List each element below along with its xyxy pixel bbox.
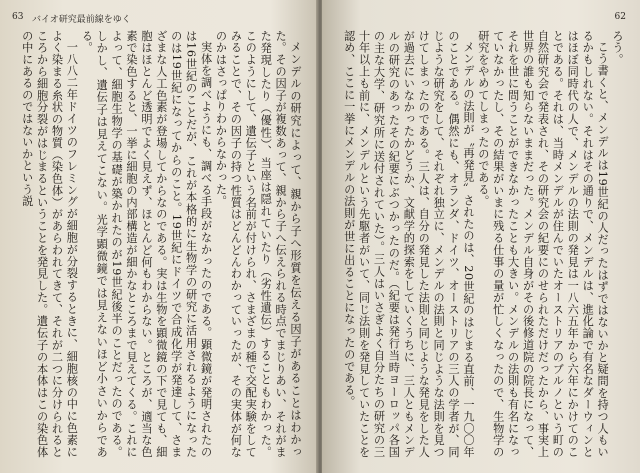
paragraph: 実体を調べようにも、調べる手段がなかったのである。顕微鏡が発明されたのは16世紀のことだが、これが本格的に生物学の研究に活用されるようになったのは19世紀になってからのこと。19世紀にドイツで合成化学が発達して、さまざまな人工色素が登場してからなのである。実は生物を顕微鏡の下で見ても、細胞はほとんど透明でよく見えず、ほとんど何もわからない。ところが、適当な色素で染色すると、一挙に細胞の内部構造が細かなところまで見えてくる。これによって、細胞生物学の基礎が築かれたのが19世紀後半のことだったのである。しかし、遺伝子は見えてこない。光学顕微鏡では見えないほど小さいからである。 (80, 30, 213, 458)
left-page-body (20, 30, 302, 458)
paragraph: 一八八二年ドイツのフレミングが細胞が分裂するときに、細胞核の中に色素によく染まる糸状の物質（染色体）があらわれてきて、それが二つに分けられるところから細胞分裂がはじまるということを発見した。遺伝子の本体はこの染色体の中にあるのではないかという説 (20, 30, 79, 458)
paragraph: メンデルの研究によって、親から子へ形質を伝える因子があることはわかった。その因子が複数あって、親から子へ伝えられる時点でまじりあい、それがまた発現したり（優性）、当座は隠れていたり（劣性遺伝）することもわかった。このようにして、遺伝子という名前が付けられ、さまざまの種で交配実験をしてみることで、その因子の持つ性質はどんどんわかっていったが、その実体が何なのかはさっぱりわからなかった。 (214, 30, 302, 458)
running-title: バイオ研究最前線をゆく (32, 15, 131, 25)
paragraph: ろう。 (611, 30, 624, 66)
paragraph: こう書くと、メンデルは19世紀の人だったはずではないかと疑問を持つ人もいるかもしれない。それはその通りで、メンデルは、進化論で有名なダーウィンとはほぼ同時代の人で、メンデルの法則の発見は一八六五年から六年にかけてのことである。それは、当時メンデルが住んでいたオーストリアのブルノという町の自然研究会で発表され、その研究会の紀要にのせられただけだったから、事実上世界の誰も知らないままだった。メンデル自身がその後修道院の院長になって、それを世に問うことができなかったことも大きい。メンデルの法則も有名になっていなかったし、その結果がいまに残る仕事の量が忙しくなったので、生物学の研究をやめてしまったのである。 (476, 30, 610, 458)
right-page-body (336, 30, 624, 458)
paragraph: メンデルの法則が〝再発見〟されたのは、20世紀のはじまる直前、一九〇〇年のことである。偶然にも、オランダ、ドイツ、オーストリアの三人の学者が、同じような研究をして、それぞれ独立に、メンデルの法則と同じような法則を見つけてしまったのである。三人は、自分の発見した法則と同じような発見をした人が過去にいなかったかどうか、文献学的探索をしていくうちに、三人ともメンデルの研究のあったその紀要にぶつかったのだ。（紀要は発行当時ヨーロッパ各国の主な大学、研究所に送付されていた）。三人はいさぎよく自分たちの研究の三十年以上も前に、メンデルという先駆者がいて、同じ法則を発見していたことを認め、ここに一挙にメンデルの法則が世に出ることになったのである。 (342, 30, 475, 458)
page-number: 62 (614, 12, 626, 22)
page-number: 63 (12, 12, 24, 22)
right-page (322, 0, 640, 473)
left-page (0, 0, 318, 473)
